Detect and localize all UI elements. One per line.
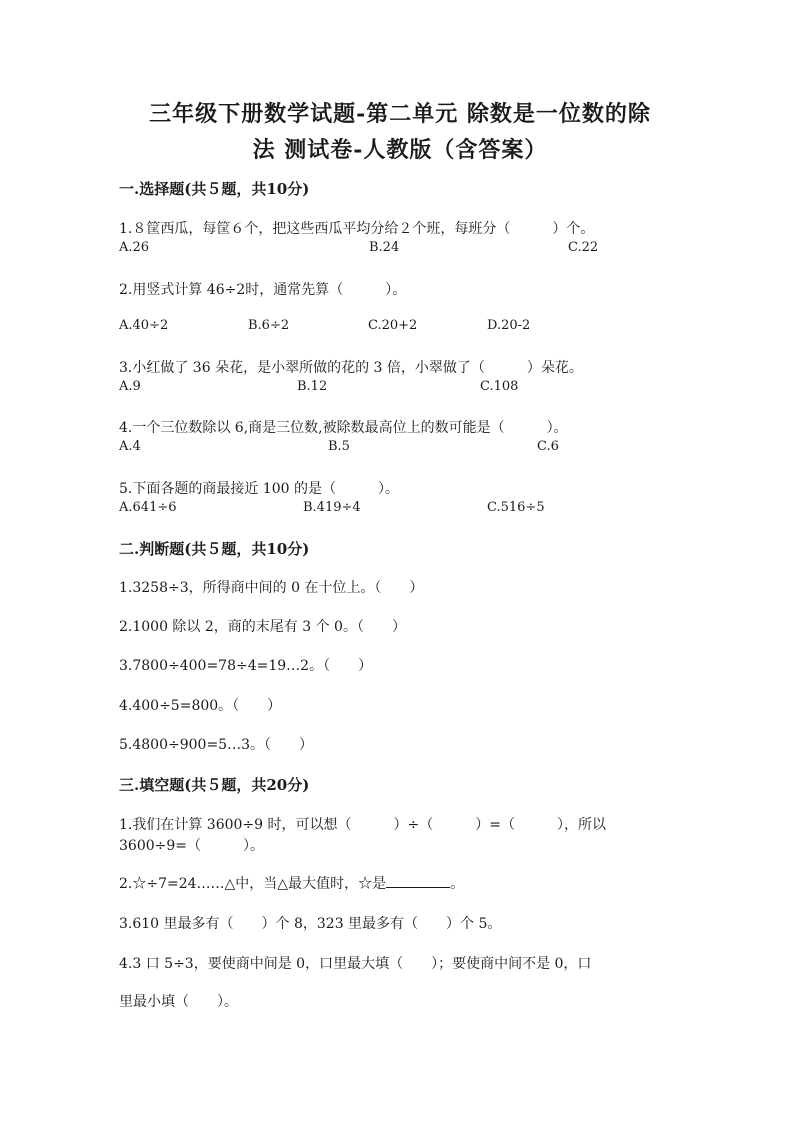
section-heading-true-false: 二.判断题(共５题，共10分) bbox=[119, 540, 310, 558]
title-line-1: 三年级下册数学试题-第二单元 除数是一位数的除 bbox=[149, 101, 651, 127]
question-text-continued: 里最小填（ ）。 bbox=[119, 994, 238, 1010]
question-text: 4.400÷5=800。（ ） bbox=[119, 698, 282, 714]
option-c: C.20+2 bbox=[368, 318, 418, 333]
question-text: 3.610 里最多有（ ）个 8，323 里最多有（ ）个 5。 bbox=[119, 916, 502, 932]
question-text: 1.我们在计算 3600÷9 时，可以想（ ）÷（ ）=（ ），所以 bbox=[119, 817, 606, 833]
question-text: 5.下面各题的商最接近 100 的是（ ）。 bbox=[119, 481, 399, 497]
question-text: 2.1000 除以 2，商的末尾有 3 个 0。（ ） bbox=[119, 619, 406, 635]
option-b: B.24 bbox=[369, 240, 400, 255]
option-c: C.6 bbox=[537, 439, 559, 454]
question-text: 5.4800÷900=5…3。（ ） bbox=[119, 737, 313, 753]
question-text-suffix: 。 bbox=[450, 876, 465, 892]
section-heading-fill-in: 三.填空题(共５题，共20分) bbox=[119, 776, 310, 794]
option-a: A.9 bbox=[119, 379, 141, 394]
option-c: C.108 bbox=[480, 379, 519, 394]
question-text-prefix: 2.☆÷7=24……△中，当△最大值时，☆是 bbox=[119, 876, 387, 892]
answer-blank bbox=[386, 873, 450, 888]
question-text: 4.3 口 5÷3，要使商中间是 0，口里最大填（ ）；要使商中间不是 0，口 bbox=[119, 956, 592, 972]
option-b: B.6÷2 bbox=[248, 318, 290, 333]
option-a: A.4 bbox=[119, 439, 141, 454]
question-text: 4.一个三位数除以 6,商是三位数,被除数最高位上的数可能是（ ）。 bbox=[119, 420, 568, 436]
question-text: 1.3258÷3，所得商中间的 0 在十位上。（ ） bbox=[119, 580, 424, 596]
option-b: B.419÷4 bbox=[303, 500, 361, 515]
option-a: A.26 bbox=[119, 240, 150, 255]
option-d: D.20-2 bbox=[487, 318, 531, 333]
page-title bbox=[120, 96, 680, 168]
option-c: C.22 bbox=[568, 240, 599, 255]
option-b: B.12 bbox=[297, 379, 328, 394]
option-b: B.5 bbox=[328, 439, 350, 454]
section-heading-choice: 一.选择题(共５题，共10分) bbox=[119, 180, 310, 198]
option-c: C.516÷5 bbox=[487, 500, 545, 515]
question-text bbox=[119, 873, 464, 893]
question-text: 3.小红做了 36 朵花，是小翠所做的花的 3 倍，小翠做了（ ）朵花。 bbox=[119, 360, 583, 376]
option-a: A.40÷2 bbox=[119, 318, 169, 333]
title-line-2: 法 测试卷-人教版（含答案） bbox=[252, 137, 548, 163]
question-text-continued: 3600÷9=（ ）。 bbox=[119, 838, 264, 854]
option-a: A.641÷6 bbox=[119, 500, 177, 515]
question-text: 1.８筐西瓜，每筐６个，把这些西瓜平均分给２个班，每班分（ ）个。 bbox=[119, 221, 595, 237]
question-text: 2.用竖式计算 46÷2时，通常先算（ ）。 bbox=[119, 282, 407, 298]
question-text: 3.7800÷400=78÷4=19…2。（ ） bbox=[119, 658, 373, 674]
